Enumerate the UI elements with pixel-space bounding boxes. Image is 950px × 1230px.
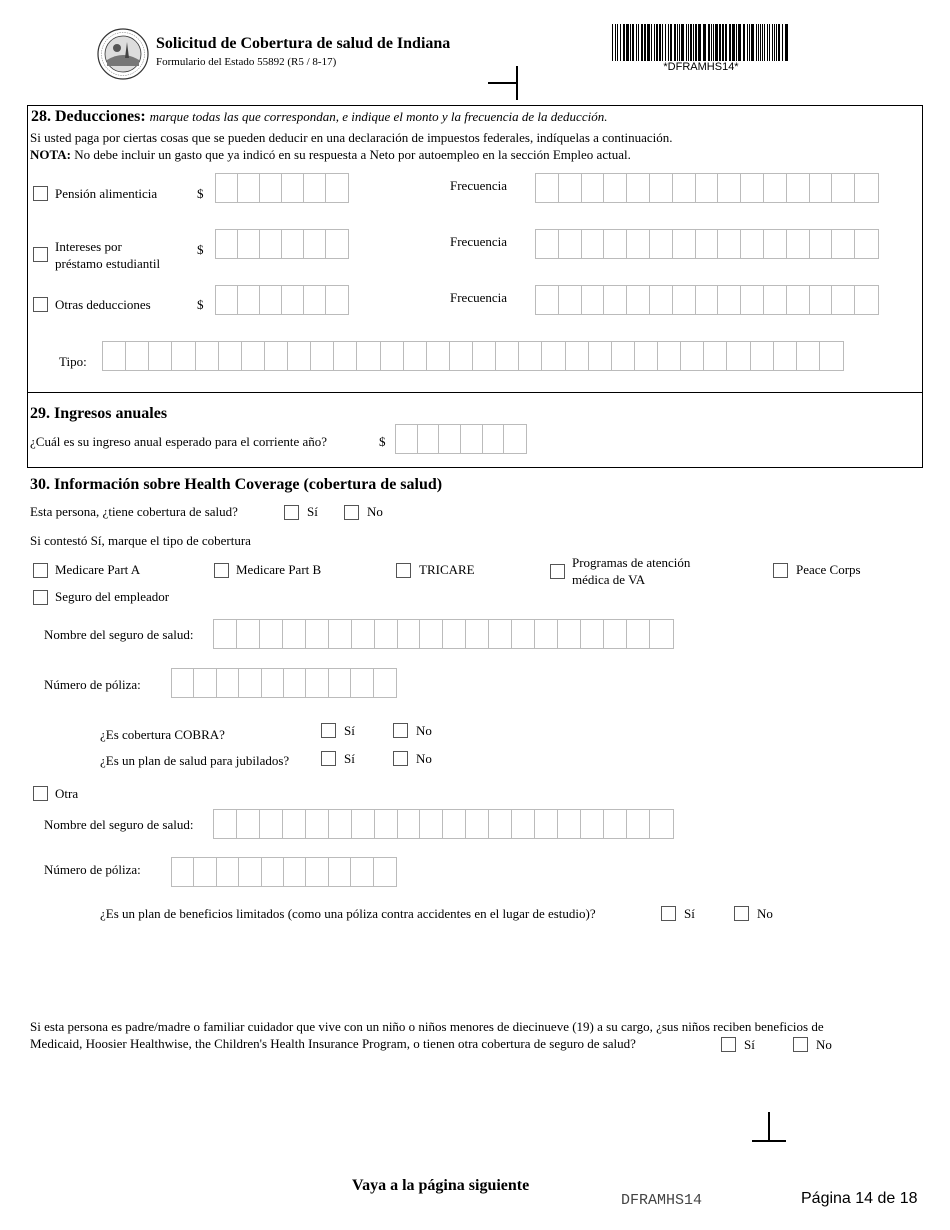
form-code: DFRAMHS14	[621, 1192, 703, 1209]
character-cell[interactable]	[635, 342, 658, 370]
registration-mark-bottom	[752, 1112, 786, 1144]
character-cell[interactable]	[306, 810, 329, 838]
character-cell[interactable]	[172, 342, 195, 370]
character-cell[interactable]	[374, 858, 396, 886]
character-cell[interactable]	[604, 620, 627, 648]
character-cell[interactable]	[260, 286, 282, 314]
yes-label: Sí	[344, 751, 355, 766]
character-cell[interactable]	[542, 342, 565, 370]
character-cell[interactable]	[219, 342, 242, 370]
character-cell[interactable]	[282, 230, 304, 258]
student-loan-label-b: préstamo estudiantil	[55, 256, 161, 271]
character-cell[interactable]	[673, 230, 696, 258]
character-cell[interactable]	[810, 174, 833, 202]
character-cell[interactable]	[304, 174, 326, 202]
character-cell[interactable]	[855, 286, 878, 314]
peace-corps-checkbox[interactable]	[773, 563, 788, 578]
character-cell[interactable]	[535, 810, 558, 838]
character-cell[interactable]	[242, 342, 265, 370]
character-cell[interactable]	[126, 342, 149, 370]
character-cell[interactable]	[260, 174, 282, 202]
character-cell[interactable]	[351, 858, 373, 886]
registration-mark-top	[488, 66, 518, 100]
character-cell[interactable]	[262, 669, 284, 697]
character-cell[interactable]	[582, 286, 605, 314]
policy-number-label: Número de póliza:	[44, 677, 141, 692]
character-cell[interactable]	[284, 669, 306, 697]
character-cell[interactable]	[352, 810, 375, 838]
frequency-label: Frecuencia	[450, 234, 508, 249]
character-cell[interactable]	[375, 810, 398, 838]
character-cell[interactable]	[489, 620, 512, 648]
character-cell[interactable]	[696, 230, 719, 258]
character-cell[interactable]	[582, 174, 605, 202]
character-cell[interactable]	[496, 342, 519, 370]
character-cell[interactable]	[239, 858, 261, 886]
form-subtitle: Formulario del Estado 55892 (R5 / 8-17)	[156, 56, 337, 68]
character-cell[interactable]	[519, 342, 542, 370]
character-cell[interactable]	[832, 286, 855, 314]
other-deductions-checkbox[interactable]	[33, 297, 48, 312]
page-number: Página 14 de 18	[801, 1190, 918, 1207]
annual-income-field[interactable]	[395, 424, 527, 454]
character-cell[interactable]	[536, 174, 559, 202]
character-cell[interactable]	[504, 425, 526, 453]
limited-yes-checkbox[interactable]	[661, 906, 676, 921]
character-cell[interactable]	[326, 286, 348, 314]
character-cell[interactable]	[352, 620, 375, 648]
character-cell[interactable]	[559, 174, 582, 202]
character-cell[interactable]	[404, 342, 427, 370]
character-cell[interactable]	[473, 342, 496, 370]
next-page-label: Vaya a la página siguiente	[352, 1177, 530, 1194]
character-cell[interactable]	[398, 620, 421, 648]
character-cell[interactable]	[512, 810, 535, 838]
section-30-title: 30. Información sobre Health Coverage (cobertura de salud)	[30, 476, 443, 493]
character-cell[interactable]	[217, 669, 239, 697]
character-cell[interactable]	[381, 342, 404, 370]
tricare-checkbox[interactable]	[396, 563, 411, 578]
medicare-b-label: Medicare Part B	[236, 562, 322, 577]
dollar-sign: $	[379, 434, 386, 449]
character-cell[interactable]	[604, 286, 627, 314]
character-cell[interactable]	[306, 669, 328, 697]
character-cell[interactable]	[260, 620, 283, 648]
character-cell[interactable]	[650, 810, 673, 838]
character-cell[interactable]	[604, 810, 627, 838]
medicare-a-checkbox[interactable]	[33, 563, 48, 578]
character-cell[interactable]	[536, 230, 559, 258]
character-cell[interactable]	[329, 810, 352, 838]
other-policy-number-field[interactable]	[171, 857, 397, 887]
character-cell[interactable]	[558, 810, 581, 838]
character-cell[interactable]	[535, 620, 558, 648]
other-deductions-frequency-field[interactable]	[535, 285, 879, 315]
character-cell[interactable]	[604, 230, 627, 258]
character-cell[interactable]	[566, 342, 589, 370]
policy-number-field[interactable]	[171, 668, 397, 698]
yes-label: Sí	[307, 504, 318, 519]
character-cell[interactable]	[704, 342, 727, 370]
nota-label: NOTA:	[30, 147, 71, 162]
character-cell[interactable]	[483, 425, 505, 453]
has-coverage-no-checkbox[interactable]	[344, 505, 359, 520]
character-cell[interactable]	[810, 230, 833, 258]
employer-insurance-checkbox[interactable]	[33, 590, 48, 605]
tricare-label: TRICARE	[419, 562, 475, 577]
character-cell[interactable]	[214, 810, 237, 838]
va-checkbox[interactable]	[550, 564, 565, 579]
children-coverage-question-a: Si esta persona es padre/madre o familiar cuidador que vive con un niño o niños menores de diecinueve (19) a su cargo, ¿sus niños reciben beneficios de	[30, 1019, 824, 1034]
annual-income-question: ¿Cuál es su ingreso anual esperado para el corriente año?	[30, 434, 328, 449]
character-cell[interactable]	[489, 810, 512, 838]
character-cell[interactable]	[832, 174, 855, 202]
other-deductions-label: Otras deducciones	[55, 297, 151, 312]
character-cell[interactable]	[466, 810, 489, 838]
children-coverage-question-b: Medicaid, Hoosier Healthwise, the Children's Health Insurance Program, o tienen otra cobertura de seguro de salud?	[30, 1036, 636, 1051]
dollar-sign: $	[197, 186, 204, 201]
character-cell[interactable]	[398, 810, 421, 838]
character-cell[interactable]	[466, 620, 489, 648]
character-cell[interactable]	[329, 620, 352, 648]
character-cell[interactable]	[559, 230, 582, 258]
character-cell[interactable]	[351, 669, 373, 697]
children-yes-checkbox[interactable]	[721, 1037, 736, 1052]
va-label-a: Programas de atención	[572, 555, 691, 570]
peace-corps-label: Peace Corps	[796, 562, 861, 577]
student-loan-checkbox[interactable]	[33, 247, 48, 262]
character-cell[interactable]	[764, 286, 787, 314]
insurer-name-field[interactable]	[213, 619, 674, 649]
barcode	[612, 24, 790, 61]
character-cell[interactable]	[260, 230, 282, 258]
form-title: Solicitud de Cobertura de salud de Indiana	[156, 35, 451, 52]
character-cell[interactable]	[216, 230, 238, 258]
character-cell[interactable]	[265, 342, 288, 370]
pension-frequency-field[interactable]	[535, 173, 879, 203]
character-cell[interactable]	[237, 810, 260, 838]
character-cell[interactable]	[216, 174, 238, 202]
character-cell[interactable]	[443, 810, 466, 838]
character-cell[interactable]	[288, 342, 311, 370]
character-cell[interactable]	[718, 230, 741, 258]
character-cell[interactable]	[681, 342, 704, 370]
character-cell[interactable]	[820, 342, 843, 370]
character-cell[interactable]	[673, 286, 696, 314]
character-cell[interactable]	[832, 230, 855, 258]
section-28-title	[31, 108, 607, 126]
other-coverage-checkbox[interactable]	[33, 786, 48, 801]
character-cell[interactable]	[329, 669, 351, 697]
character-cell[interactable]	[311, 342, 334, 370]
retiree-yes-checkbox[interactable]	[321, 751, 336, 766]
character-cell[interactable]	[357, 342, 380, 370]
children-no-checkbox[interactable]	[793, 1037, 808, 1052]
section-28-instruction: marque todas las que correspondan, e indique el monto y la frecuencia de la deducción.	[149, 109, 608, 124]
character-cell[interactable]	[238, 286, 260, 314]
character-cell[interactable]	[751, 342, 774, 370]
character-cell[interactable]	[196, 342, 219, 370]
character-cell[interactable]	[650, 286, 673, 314]
character-cell[interactable]	[334, 342, 357, 370]
no-label: No	[416, 751, 432, 766]
character-cell[interactable]	[650, 174, 673, 202]
character-cell[interactable]	[194, 858, 216, 886]
character-cell[interactable]	[439, 425, 461, 453]
character-cell[interactable]	[696, 286, 719, 314]
character-cell[interactable]	[172, 858, 194, 886]
character-cell[interactable]	[764, 174, 787, 202]
character-cell[interactable]	[855, 230, 878, 258]
student-loan-label-a: Intereses por	[55, 239, 122, 254]
pension-checkbox[interactable]	[33, 186, 48, 201]
no-label: No	[757, 906, 773, 921]
insurer-name-label: Nombre del seguro de salud:	[44, 627, 194, 642]
character-cell[interactable]	[149, 342, 172, 370]
no-label: No	[367, 504, 383, 519]
limited-no-checkbox[interactable]	[734, 906, 749, 921]
character-cell[interactable]	[589, 342, 612, 370]
section-29-title: 29. Ingresos anuales	[30, 405, 168, 422]
character-cell[interactable]	[627, 230, 650, 258]
coverage-type-instruction: Si contestó Sí, marque el tipo de cobertura	[30, 533, 251, 548]
character-cell[interactable]	[217, 858, 239, 886]
state-seal-icon	[97, 28, 149, 80]
character-cell[interactable]	[536, 286, 559, 314]
character-cell[interactable]	[741, 230, 764, 258]
nota-text: No debe incluir un gasto que ya indicó en su respuesta a Neto por autoempleo en la sección Empleo actual.	[70, 147, 631, 162]
character-cell[interactable]	[282, 174, 304, 202]
character-cell[interactable]	[604, 174, 627, 202]
character-cell[interactable]	[787, 174, 810, 202]
character-cell[interactable]	[326, 174, 348, 202]
has-coverage-yes-checkbox[interactable]	[284, 505, 299, 520]
character-cell[interactable]	[396, 425, 418, 453]
character-cell[interactable]	[304, 230, 326, 258]
character-cell[interactable]	[239, 669, 261, 697]
policy-number-label: Número de póliza:	[44, 862, 141, 877]
character-cell[interactable]	[810, 286, 833, 314]
character-cell[interactable]	[627, 810, 650, 838]
student-loan-amount-field[interactable]	[215, 229, 349, 259]
character-cell[interactable]	[216, 286, 238, 314]
type-field[interactable]	[102, 341, 844, 371]
character-cell[interactable]	[418, 425, 440, 453]
character-cell[interactable]	[718, 174, 741, 202]
insurer-name-label: Nombre del seguro de salud:	[44, 817, 194, 832]
type-label: Tipo:	[59, 354, 87, 369]
character-cell[interactable]	[650, 230, 673, 258]
yes-label: Sí	[344, 723, 355, 738]
character-cell[interactable]	[214, 620, 237, 648]
character-cell[interactable]	[262, 858, 284, 886]
barcode-text: *DFRAMHS14*	[663, 61, 739, 73]
character-cell[interactable]	[627, 620, 650, 648]
character-cell[interactable]	[718, 286, 741, 314]
character-cell[interactable]	[194, 669, 216, 697]
character-cell[interactable]	[283, 620, 306, 648]
character-cell[interactable]	[650, 620, 673, 648]
cobra-yes-checkbox[interactable]	[321, 723, 336, 738]
yes-label: Sí	[684, 906, 695, 921]
character-cell[interactable]	[375, 620, 398, 648]
character-cell[interactable]	[855, 174, 878, 202]
frequency-label: Frecuencia	[450, 178, 508, 193]
character-cell[interactable]	[374, 669, 396, 697]
character-cell[interactable]	[304, 286, 326, 314]
yes-label: Sí	[744, 1037, 755, 1052]
character-cell[interactable]	[172, 669, 194, 697]
frequency-label: Frecuencia	[450, 290, 508, 305]
character-cell[interactable]	[559, 286, 582, 314]
character-cell[interactable]	[329, 858, 351, 886]
character-cell[interactable]	[238, 174, 260, 202]
character-cell[interactable]	[612, 342, 635, 370]
other-deductions-amount-field[interactable]	[215, 285, 349, 315]
cobra-question: ¿Es cobertura COBRA?	[100, 727, 225, 742]
character-cell[interactable]	[427, 342, 450, 370]
dollar-sign: $	[197, 242, 204, 257]
pension-label: Pensión alimenticia	[55, 186, 158, 201]
character-cell[interactable]	[741, 286, 764, 314]
va-label-b: médica de VA	[572, 572, 646, 587]
character-cell[interactable]	[512, 620, 535, 648]
character-cell[interactable]	[103, 342, 126, 370]
character-cell[interactable]	[673, 174, 696, 202]
character-cell[interactable]	[727, 342, 750, 370]
no-label: No	[416, 723, 432, 738]
character-cell[interactable]	[658, 342, 681, 370]
character-cell[interactable]	[326, 230, 348, 258]
character-cell[interactable]	[581, 620, 604, 648]
character-cell[interactable]	[696, 174, 719, 202]
character-cell[interactable]	[260, 810, 283, 838]
dollar-sign: $	[197, 297, 204, 312]
section-28-nota	[30, 147, 631, 162]
cobra-no-checkbox[interactable]	[393, 723, 408, 738]
pension-amount-field[interactable]	[215, 173, 349, 203]
section-28-line1: Si usted paga por ciertas cosas que se pueden deducir en una declaración de impuestos federales, indíquelas a continuación.	[30, 130, 673, 145]
character-cell[interactable]	[420, 810, 443, 838]
other-coverage-label: Otra	[55, 786, 79, 801]
character-cell[interactable]	[461, 425, 483, 453]
no-label: No	[816, 1037, 832, 1052]
character-cell[interactable]	[787, 286, 810, 314]
has-coverage-question: Esta persona, ¿tiene cobertura de salud?	[30, 504, 238, 519]
character-cell[interactable]	[741, 174, 764, 202]
medicare-b-checkbox[interactable]	[214, 563, 229, 578]
character-cell[interactable]	[282, 286, 304, 314]
character-cell[interactable]	[238, 230, 260, 258]
character-cell[interactable]	[237, 620, 260, 648]
character-cell[interactable]	[443, 620, 466, 648]
medicare-a-label: Medicare Part A	[55, 562, 141, 577]
character-cell[interactable]	[582, 230, 605, 258]
character-cell[interactable]	[306, 858, 328, 886]
character-cell[interactable]	[787, 230, 810, 258]
retiree-no-checkbox[interactable]	[393, 751, 408, 766]
employer-insurance-label: Seguro del empleador	[55, 589, 170, 604]
other-insurer-name-field[interactable]	[213, 809, 674, 839]
limited-benefits-question: ¿Es un plan de beneficios limitados (como una póliza contra accidentes en el lugar de estudio)?	[100, 906, 596, 921]
character-cell[interactable]	[581, 810, 604, 838]
character-cell[interactable]	[627, 286, 650, 314]
character-cell[interactable]	[558, 620, 581, 648]
retiree-question: ¿Es un plan de salud para jubilados?	[100, 753, 290, 768]
character-cell[interactable]	[306, 620, 329, 648]
character-cell[interactable]	[797, 342, 820, 370]
character-cell[interactable]	[627, 174, 650, 202]
student-loan-frequency-field[interactable]	[535, 229, 879, 259]
section-28-number-title: 28. Deducciones:	[31, 108, 146, 125]
character-cell[interactable]	[420, 620, 443, 648]
character-cell[interactable]	[284, 858, 306, 886]
character-cell[interactable]	[283, 810, 306, 838]
character-cell[interactable]	[450, 342, 473, 370]
character-cell[interactable]	[774, 342, 797, 370]
character-cell[interactable]	[764, 230, 787, 258]
